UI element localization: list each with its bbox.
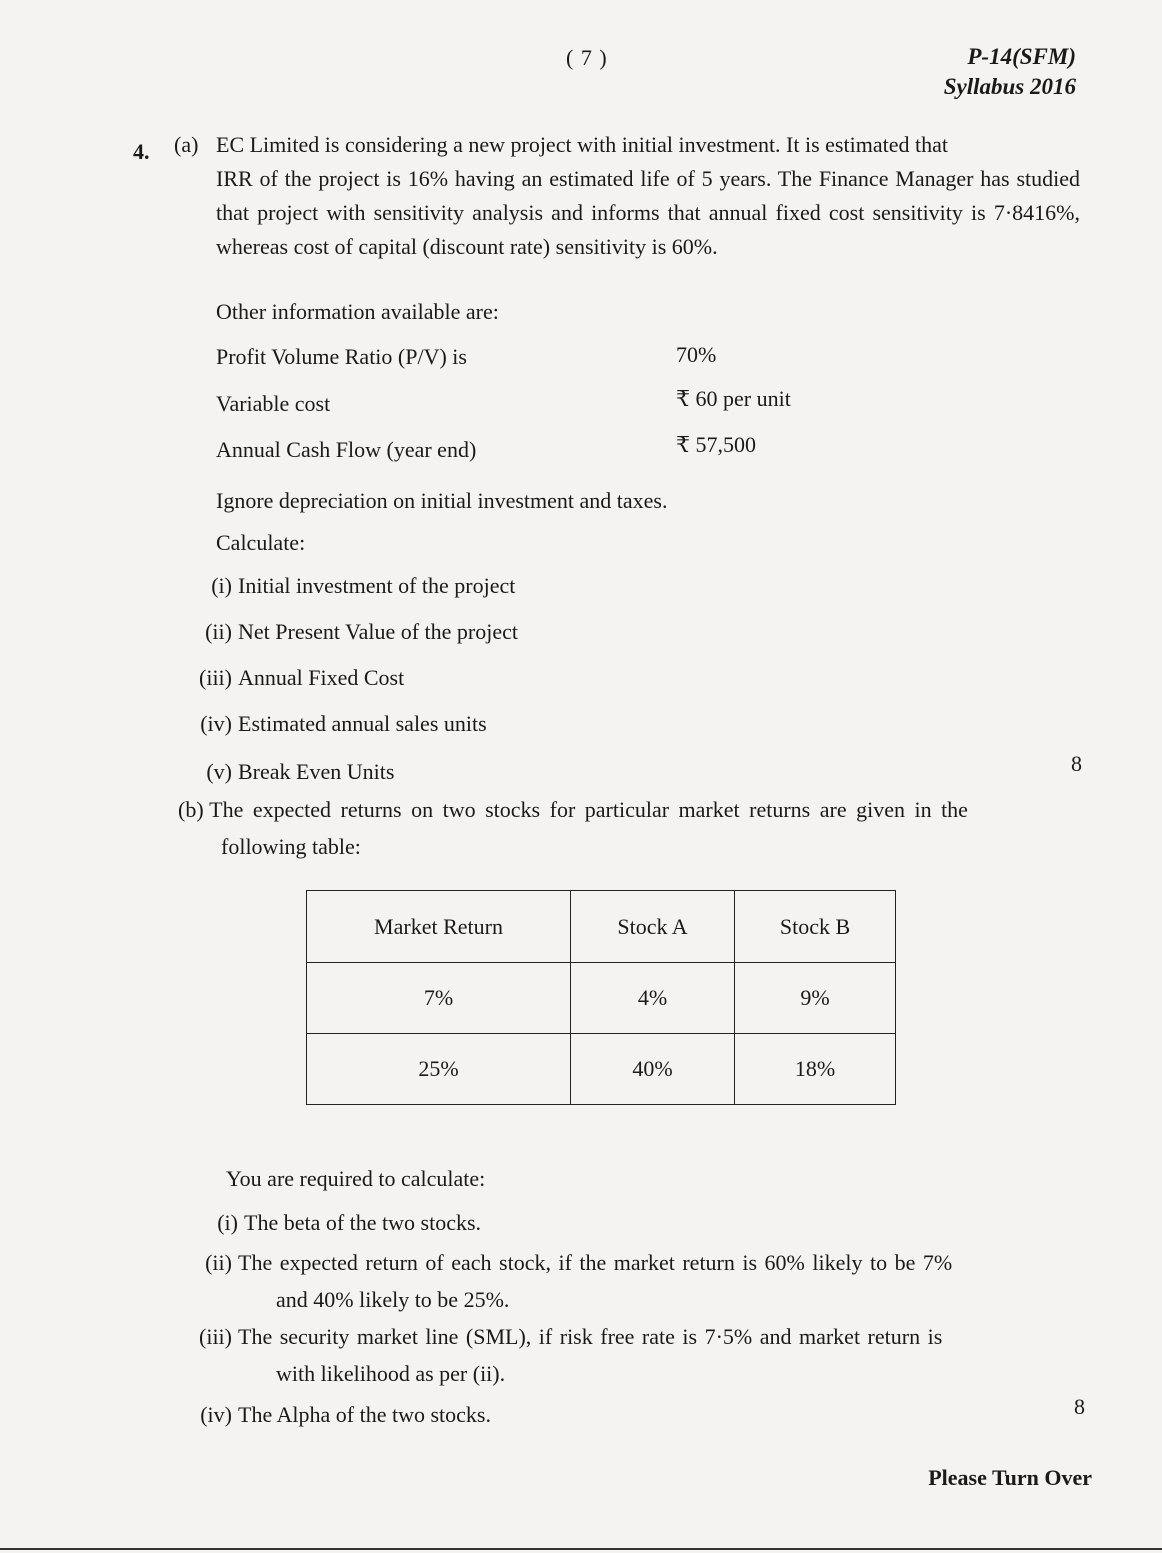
info-label-pv-ratio: Profit Volume Ratio (P/V) is [216, 344, 467, 369]
ignore-note: Ignore depreciation on initial investment and taxes. [216, 488, 668, 513]
header-stock-a: Stock A [571, 891, 735, 963]
part-b-item-continued: and 40% likely to be 25%. [276, 1287, 510, 1312]
calculate-heading: Calculate: [216, 530, 306, 555]
part-b-intro-line2: following table: [221, 834, 361, 859]
header-stock-b: Stock B [735, 891, 896, 963]
table-header-row [307, 891, 896, 963]
page-bottom-rule [0, 1548, 1162, 1550]
part-b-marks: 8 [1074, 1394, 1085, 1419]
part-a-item: (ii) Net Present Value of the project [205, 619, 519, 644]
header-market-return: Market Return [307, 891, 571, 963]
part-a-label: (a) [174, 132, 199, 157]
table-row [307, 963, 896, 1034]
required-heading: You are required to calculate: [226, 1166, 486, 1191]
info-label-cash-flow: Annual Cash Flow (year end) [216, 437, 477, 462]
info-label-variable-cost: Variable cost [216, 391, 331, 416]
info-value-pv-ratio: 70% [676, 342, 717, 367]
part-a-intro-line1: EC Limited is considering a new project with initial investment. It is estimated that [216, 132, 948, 157]
part-a-item: (iv) Estimated annual sales units [200, 711, 487, 736]
part-b-item: (ii) The expected return of each stock, if the market return is 60% likely to be 7% [205, 1250, 953, 1275]
cell-stock-a: 4% [571, 963, 735, 1034]
part-a-item: (i) Initial investment of the project [211, 573, 516, 598]
other-info-heading: Other information available are: [216, 299, 499, 324]
part-b-item: (iv) The Alpha of the two stocks. [200, 1402, 491, 1427]
part-b-item: (iii) The security market line (SML), if risk free rate is 7·5% and market return is [199, 1324, 943, 1349]
part-a-intro-rest: IRR of the project is 16% having an estimated life of 5 years. The Finance Manager has studied that project with sensitivity analysis and informs that annual fixed cost sensitivity is 7·8416%, whereas cost of capital (discount rate) sensitivity is 60%. [216, 166, 1080, 259]
part-b-item-continued: with likelihood as per (ii). [276, 1361, 506, 1386]
question-number: 4. [133, 139, 150, 164]
part-b-intro-line1: The expected returns on two stocks for particular market returns are given in the [209, 797, 968, 822]
cell-stock-a: 40% [571, 1034, 735, 1105]
part-b-intro [178, 797, 968, 823]
part-b-label: (b) [178, 797, 204, 822]
part-a-marks: 8 [1071, 751, 1082, 776]
syllabus-year: Syllabus 2016 [943, 74, 1076, 99]
cell-market-return: 7% [307, 963, 571, 1034]
table-row [307, 1034, 896, 1105]
paper-header [944, 42, 1076, 102]
returns-table [306, 890, 896, 1105]
cell-market-return: 25% [307, 1034, 571, 1105]
please-turn-over: Please Turn Over [928, 1465, 1092, 1490]
part-b-item: (i) The beta of the two stocks. [217, 1210, 482, 1235]
part-a-item: (iii) Annual Fixed Cost [199, 665, 405, 690]
info-value-variable-cost: ₹ 60 per unit [676, 386, 791, 411]
cell-stock-b: 9% [735, 963, 896, 1034]
info-value-cash-flow: ₹ 57,500 [676, 432, 756, 457]
part-a-item: (v) Break Even Units [206, 759, 395, 784]
cell-stock-b: 18% [735, 1034, 896, 1105]
part-a-intro [174, 128, 1080, 264]
paper-code: P-14(SFM) [967, 44, 1076, 69]
page-number: ( 7 ) [566, 45, 608, 70]
